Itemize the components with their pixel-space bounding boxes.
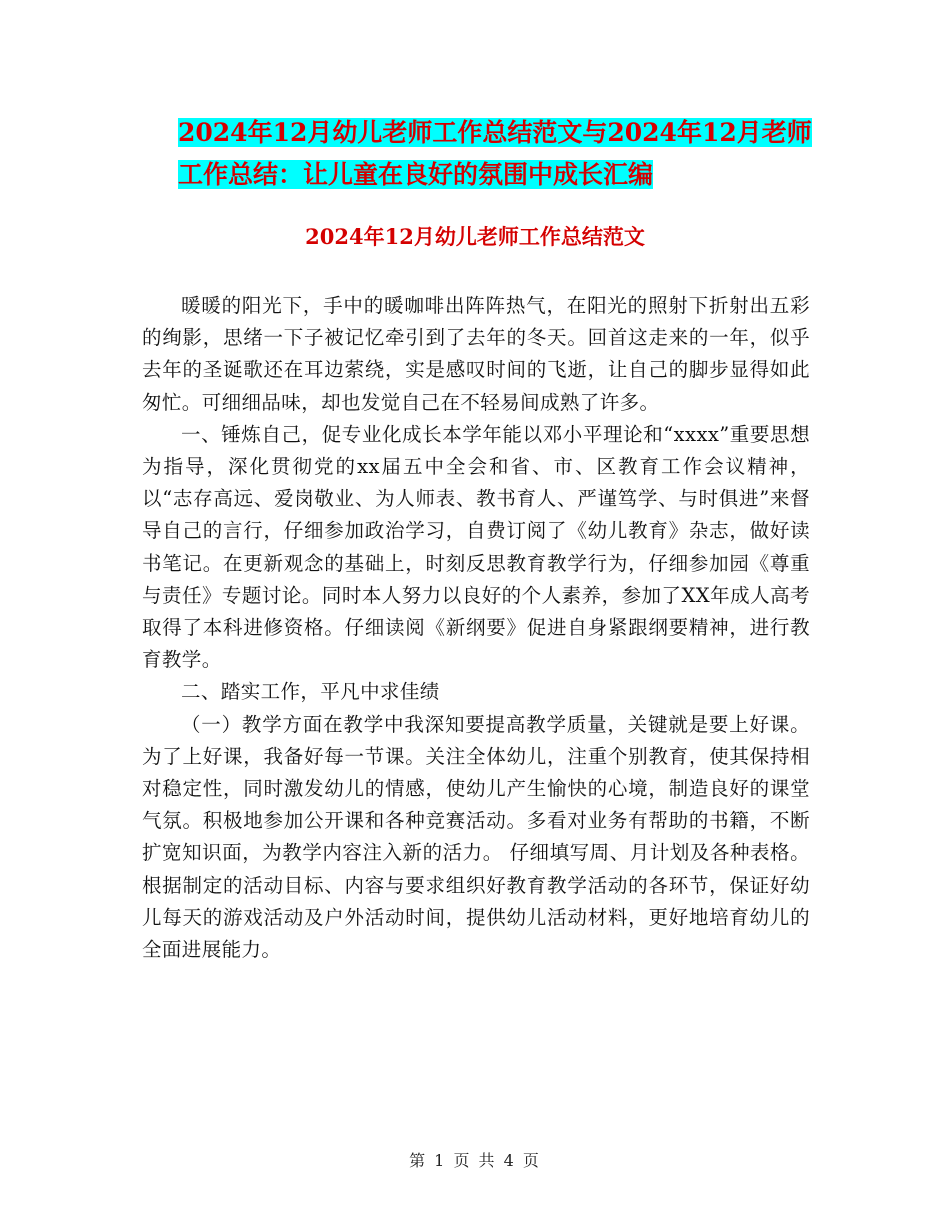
document-title bbox=[178, 112, 818, 196]
document-title-highlight: 2024年12月幼儿老师工作总结范文与2024年12月老师工作总结：让儿童在良好的氛围中成长汇编 bbox=[178, 118, 812, 189]
section-title: 2024年12月幼儿老师工作总结范文 bbox=[305, 224, 645, 249]
paragraph-section-one: 一、锤炼自己，促专业化成长本学年能以邓小平理论和“xxxx”重要思想为指导，深化贯彻党的xx届五中全会和省、市、区教育工作会议精神，以“志存高远、爱岗敬业、为人师表、教书育人、严谨笃学、与时俱进”来督导自己的言行，仔细参加政治学习，自费订阅了《幼儿教育》杂志，做好读书笔记。在更新观念的基础上，时刻反思教育教学行为，仔细参加园《尊重与责任》专题讨论。同时本人努力以良好的个人素养，参加了XX年成人高考取得了本科进修资格。仔细读阅《新纲要》促进自身紧跟纲要精神，进行教育教学。 bbox=[142, 422, 810, 672]
document-body bbox=[142, 290, 810, 966]
page-footer: 第 1 页 共 4 页 bbox=[409, 1151, 541, 1170]
paragraph-intro: 暖暖的阳光下，手中的暖咖啡出阵阵热气，在阳光的照射下折射出五彩的绚影，思绪一下子被记忆牵引到了去年的冬天。回首这走来的一年，似乎去年的圣诞歌还在耳边萦绕，实是感叹时间的飞逝，让自己的脚步显得如此匆忙。可细细品味，却也发觉自己在不轻易间成熟了许多。 bbox=[142, 294, 810, 414]
paragraph-teaching: （一）教学方面在教学中我深知要提高教学质量，关键就是要上好课。为了上好课，我备好每一节课。关注全体幼儿，注重个别教育，使其保持相对稳定性，同时激发幼儿的情感，使幼儿产生愉快的心境，制造良好的课堂气氛。积极地参加公开课和各种竞赛活动。多看对业务有帮助的书籍，不断扩宽知识面，为教学内容注入新的活力。 仔细填写周、月计划及各种表格。根据制定的活动目标、内容与要求组织好教育教学活动的各环节，保证好幼儿每天的游戏活动及户外活动时间，提供幼儿活动材料，更好地培育幼儿的全面进展能力。 bbox=[142, 712, 810, 962]
paragraph-section-two-heading: 二、踏实工作，平凡中求佳绩 bbox=[181, 680, 440, 704]
